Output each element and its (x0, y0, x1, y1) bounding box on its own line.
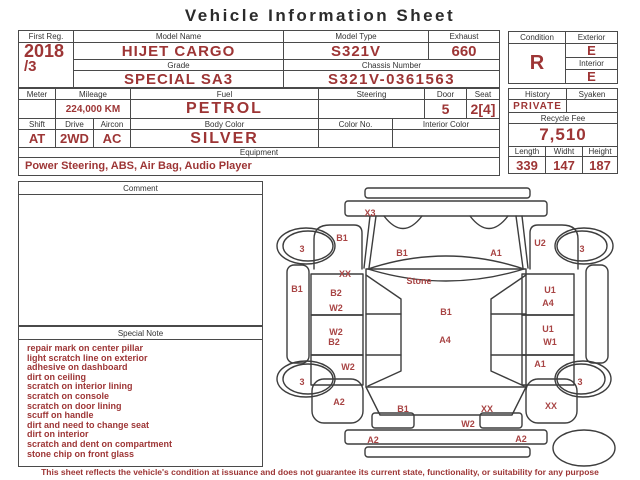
special-note-item: dirt and need to change seat (27, 419, 150, 430)
equipment-value: Power Steering, ABS, Air Bag, Audio Player (25, 160, 252, 172)
damage-label-quarter-left: W2 (341, 362, 355, 372)
grade-value: SPECIAL SA3 (74, 71, 284, 87)
history-value: PRIVATE (509, 100, 567, 113)
model-type-value: S321V (284, 43, 429, 60)
chassis-number-header: Chassis Number (284, 60, 499, 71)
special-note-item: scratch on interior lining (27, 381, 133, 392)
condition-table (508, 31, 618, 84)
page-title: Vehicle Information Sheet (184, 6, 456, 25)
comment-panel (18, 181, 263, 326)
condition-value: R (509, 44, 566, 83)
special-note-item: dirt on interior (27, 429, 89, 440)
special-note-item: scuff on handle (27, 410, 94, 421)
wheel-rear-right-label: 3 (577, 377, 583, 387)
meter-header: Meter (19, 89, 56, 100)
damage-label-fender-front-left: B1 (336, 233, 348, 243)
syaken-value (567, 100, 617, 113)
grade-header: Grade (74, 60, 284, 71)
damage-label-a-pillar-left: XX (338, 269, 352, 279)
recycle-fee-value: 7,510 (509, 124, 617, 147)
chassis-number-value: S321V-0361563 (327, 71, 456, 87)
seat-value: 2[4] (467, 100, 499, 119)
damage-label-quarter-right: A1 (534, 359, 546, 369)
history-header: History (509, 89, 567, 100)
special-note-item: adhesive on dashboard (27, 362, 128, 373)
aircon-header: Aircon (94, 119, 131, 130)
first-reg-year: 2018 (24, 43, 65, 61)
recycle-fee-header: Recycle Fee (509, 113, 617, 124)
special-note-item: light scratch line on exterior (27, 352, 148, 363)
damage-label-door-rear-right-2: W1 (543, 337, 557, 347)
special-note-item: scratch and dent on compartment (27, 438, 173, 449)
special-note-item: scratch on door lining (27, 400, 122, 411)
damage-label-door-rear-left-1: W2 (329, 327, 343, 337)
damage-label-rear-fender-left: A2 (333, 397, 345, 407)
special-note-item: dirt on ceiling (27, 371, 87, 382)
body-color-value: SILVER (131, 130, 319, 148)
model-name-header: Model Name (74, 31, 284, 43)
damage-label-x3-front-bumper: X3 (364, 208, 376, 218)
damage-label-tailgate-lower: W2 (461, 419, 475, 429)
comment-header: Comment (19, 182, 262, 195)
damage-label-hood-left: B1 (396, 248, 408, 258)
interior-color-header: Interior Color (393, 119, 499, 130)
wheel-front-left-label: 3 (299, 244, 305, 254)
comment-body (19, 195, 262, 326)
first-reg-header: First Reg. (19, 31, 74, 43)
wheel-rear-left-label: 3 (299, 377, 305, 387)
exterior-value: E (566, 44, 617, 58)
height-header: Height (583, 147, 617, 157)
damage-label-rear-bumper-left: A2 (367, 435, 379, 445)
interior-value: E (587, 70, 596, 83)
body-color-header: Body Color (131, 119, 319, 130)
mileage-header: Mileage (56, 89, 131, 100)
damage-label-fender-front-right: U2 (534, 238, 546, 248)
damage-label-door-rear-right-1: U1 (542, 324, 554, 334)
damage-label-roof-center: A4 (439, 335, 451, 345)
drive-header: Drive (56, 119, 94, 130)
damage-label-door-front-right-2: A4 (542, 298, 554, 308)
fuel-value: PETROL (131, 100, 319, 119)
shift-value: AT (19, 130, 56, 148)
special-note-item: stone chip on front glass (27, 448, 135, 459)
special-note-list (19, 340, 262, 459)
length-header: Length (509, 147, 546, 157)
damage-label-sill-left: B1 (291, 284, 303, 294)
color-no-header: Color No. (319, 119, 393, 130)
special-note-panel (18, 326, 263, 467)
model-type-header: Model Type (284, 31, 429, 43)
first-reg-month: /3 (24, 58, 37, 75)
damage-label-windshield-stone: Stone (406, 276, 432, 286)
fuel-header: Fuel (131, 89, 319, 100)
special-note-item: repair mark on center pillar (27, 343, 144, 353)
damage-label-door-rear-left-2: B2 (328, 337, 340, 347)
meter-value (19, 100, 56, 119)
width-header: Widht (546, 147, 583, 157)
syaken-header: Syaken (567, 89, 617, 100)
shift-header: Shift (19, 119, 56, 130)
damage-label-door-front-left-1: B2 (330, 288, 342, 298)
damage-label-rear-bumper-right: A2 (515, 434, 527, 444)
exterior-header: Exterior (566, 32, 617, 44)
aircon-value: AC (94, 130, 131, 148)
condition-header: Condition (509, 32, 566, 44)
door-value: 5 (425, 100, 467, 119)
damage-label-tailgate-right: XX (480, 404, 494, 414)
seat-header: Seat (467, 89, 499, 100)
interior-color-value (393, 130, 499, 148)
special-note-item: scratch on console (27, 390, 110, 401)
damage-label-rear-fender-right: XX (544, 401, 558, 411)
model-name-value: HIJET CARGO (74, 43, 284, 60)
wheel-front-right-label: 3 (579, 244, 585, 254)
first-reg-value (19, 43, 74, 87)
drive-value: 2WD (56, 130, 94, 148)
damage-label-door-front-left-2: W2 (329, 303, 343, 313)
vehicle-id-table (18, 30, 500, 88)
exhaust-value: 660 (429, 43, 499, 60)
steering-header: Steering (319, 89, 425, 100)
mileage-value: 224,000 KM (56, 100, 131, 119)
door-header: Door (425, 89, 467, 100)
color-no-value (319, 130, 393, 148)
damage-label-hood-right: A1 (490, 248, 502, 258)
damage-label-tailgate-left: B1 (397, 404, 409, 414)
height-value: 187 (589, 157, 611, 173)
interior-header: Interior (566, 58, 617, 70)
exhaust-header: Exhaust (429, 31, 499, 43)
steering-value (319, 100, 425, 119)
damage-label-roof-front: B1 (440, 307, 452, 317)
vehicle-diagram (256, 181, 640, 470)
spec-table (18, 88, 500, 176)
history-table (508, 88, 618, 174)
length-value: 339 (509, 157, 546, 173)
equipment-header: Equipment (19, 148, 499, 158)
car-outline (277, 188, 615, 466)
disclaimer-text: This sheet reflects the vehicle's condition at issuance and does not guarantee its current state, functionality, or suitability for any purpose (41, 467, 599, 477)
special-note-header: Special Note (19, 327, 262, 340)
damage-label-door-front-right-1: U1 (544, 285, 556, 295)
width-value: 147 (546, 157, 583, 173)
